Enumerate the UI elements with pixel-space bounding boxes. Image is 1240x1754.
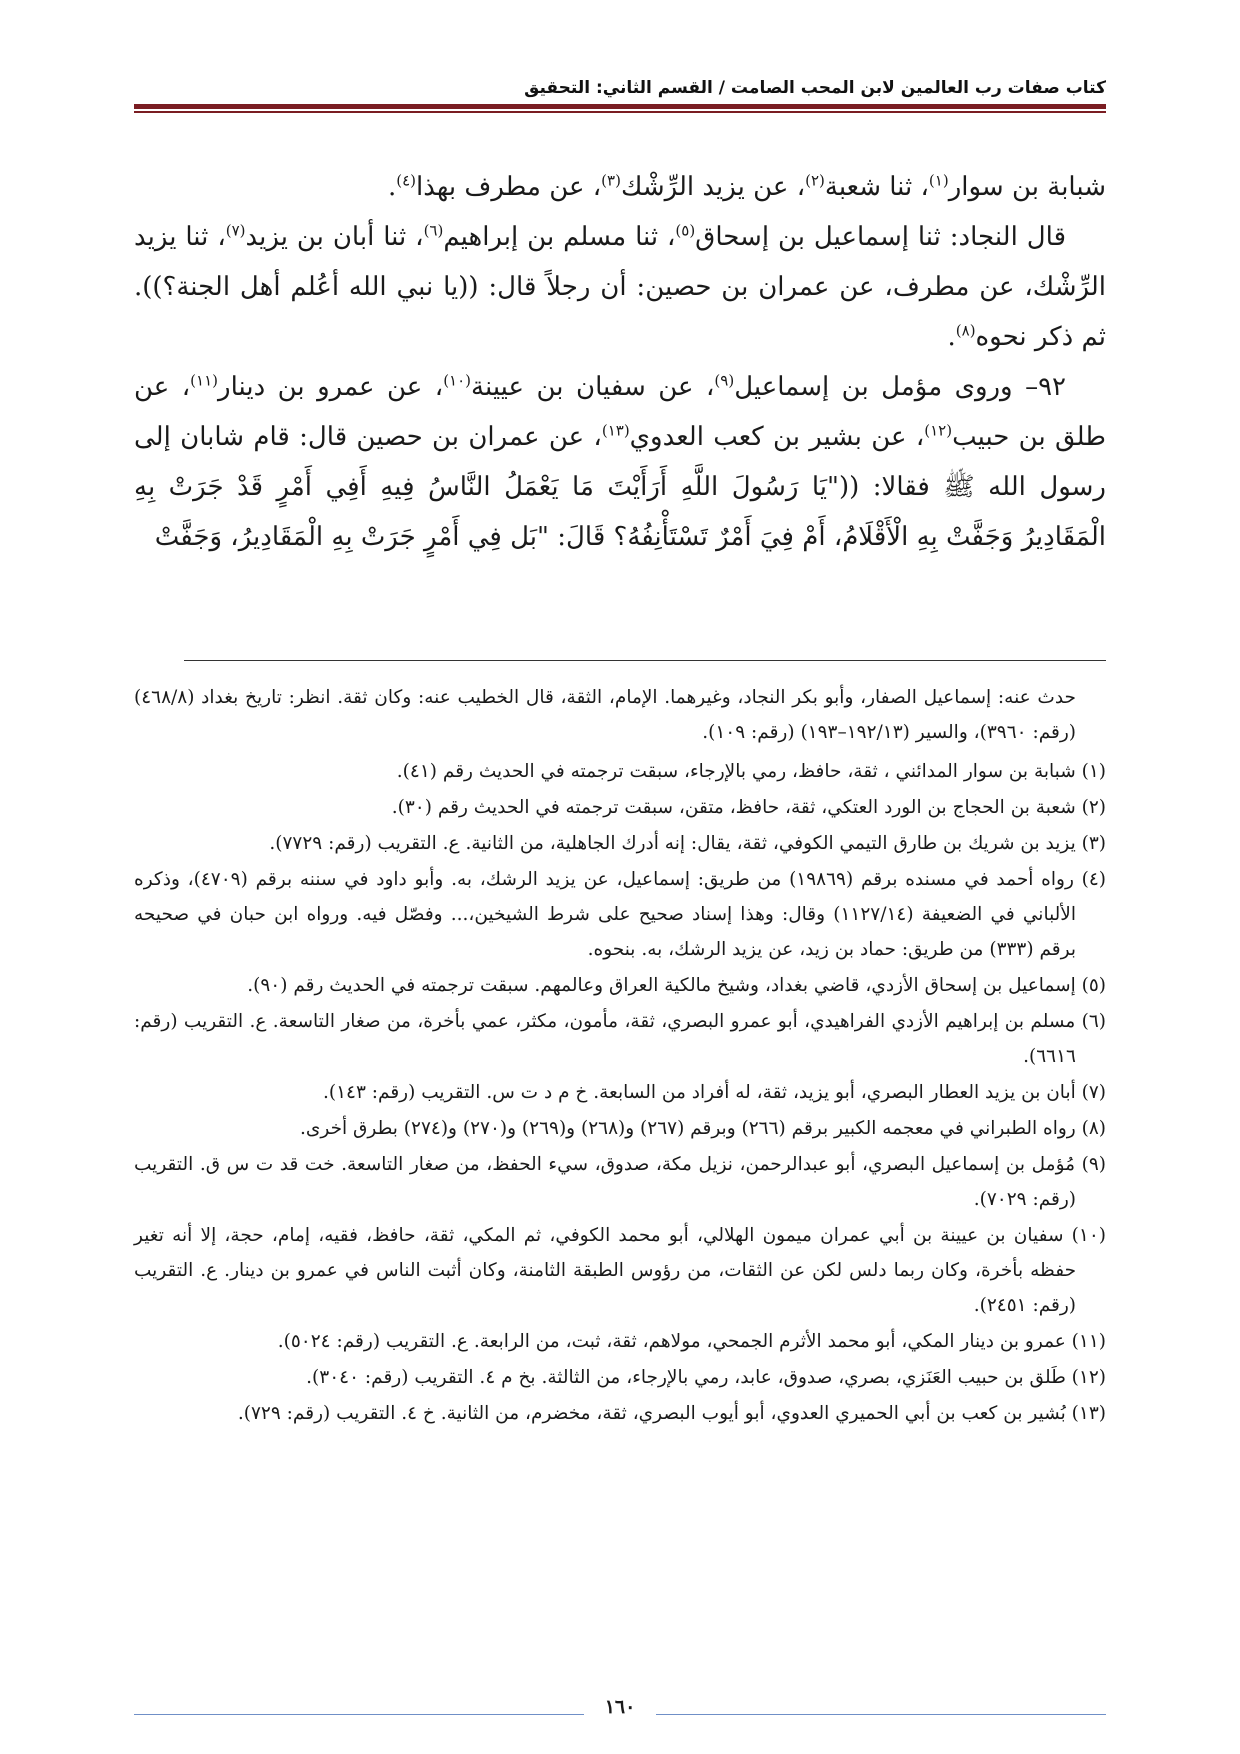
- footnote-ref-2[interactable]: (٢): [805, 171, 825, 190]
- footnote-7: (٧) أبان بن يزيد العطار البصري، أبو يزيد، ثقة، له أفراد من السابعة. خ م د ت س. التقريب (رقم: ١٤٣).: [322, 1082, 1106, 1103]
- footer-rule-left: [134, 1714, 584, 1715]
- footnote-5: (٥) إسماعيل بن إسحاق الأزدي، قاضي بغداد، وشيخ مالكية العراق وعالمهم. سبقت ترجمته في الحديث رقم (٩٠).: [247, 975, 1106, 996]
- main-text: [134, 162, 1106, 562]
- footnote-ref-1[interactable]: (١): [928, 171, 949, 190]
- footnote-ref-9[interactable]: (٩): [714, 371, 735, 390]
- running-header-title: كتاب صفات رب العالمين لابن المحب الصامت / القسم الثاني: التحقيق: [524, 78, 1106, 98]
- text-run: .: [387, 172, 397, 202]
- footnote-2: (٢) شعبة بن الحجاج بن الورد العتكي، ثقة، حافظ، متقن، سبقت ترجمته في الحديث رقم (٣٠).: [391, 797, 1106, 818]
- text-run: قال النجاد: ثنا إسماعيل بن إسحاق: [695, 222, 1066, 252]
- text-run: ، عن مطرف بهذا: [416, 172, 602, 202]
- main-paragraph-1: [134, 162, 1106, 212]
- footnote-11: (١١) عمرو بن دينار المكي، أبو محمد الأثرم الجمحي، مولاهم، ثقة، ثبت، من الرابعة. ع. التقريب (رقم: ٥٠٢٤).: [277, 1331, 1106, 1352]
- footnote-4: (٤) رواه أحمد في مسنده برقم (١٩٨٦٩) من طريق: إسماعيل، عن يزيد الرشك، به. وأبو داود في سننه برقم (٤٧٠٩)، وذكره الألباني في الضعيفة (١١٢٧/١٤) وقال: وهذا إسناد صحيح على شرط الشيخين،... وفصّل فيه. ورواه ابن حبان في صحيحه برقم (٣٣٣) من طريق: حماد بن زيد، عن يزيد الرشك، به. بنحوه.: [134, 869, 1107, 960]
- footnote-8: (٨) رواه الطبراني في معجمه الكبير برقم (٢٦٦) وبرقم (٢٦٧) و(٢٦٨) و(٢٦٩) و(٢٧٠) و(٢٧٤) بطرق أخرى.: [300, 1118, 1106, 1139]
- text-run: ، عن يزيد الرِّشْك: [620, 172, 806, 202]
- footnote-ref-3[interactable]: (٣): [601, 171, 621, 190]
- text-run: ، عن سفيان بن عيينة: [471, 372, 715, 402]
- text-run: ، عن بشير بن كعب العدوي: [629, 422, 925, 452]
- footnote-3: (٣) يزيد بن شريك بن طارق التيمي الكوفي، ثقة، يقال: إنه أدرك الجاهلية، من الثانية. ع. التقريب (رقم: ٧٧٢٩).: [269, 833, 1106, 854]
- header-rule-thick: [134, 104, 1106, 109]
- text-run: .: [947, 322, 956, 352]
- footnote-continuation: حدث عنه: إسماعيل الصفار، وأبو بكر النجاد، وغيرهما. الإمام، الثقة، قال الخطيب عنه: وكان ثقة. انظر: تاريخ بغداد (٤٦٨/٨) (رقم: ٣٩٦٠)، والسير (١٩٢/١٣–١٩٣) (رقم: ١٠٩).: [134, 687, 1076, 743]
- text-run: ، عن عمرو بن دينار: [218, 372, 444, 402]
- footnote-ref-10[interactable]: (١٠): [443, 371, 472, 390]
- footnotes: [134, 680, 1106, 1432]
- main-paragraph-92: [134, 362, 1106, 562]
- footnote-13: (١٣) بُشير بن كعب بن أبي الحميري العدوي، أبو أيوب البصري، ثقة، مخضرم، من الثانية. خ ٤. التقريب (رقم: ٧٢٩).: [237, 1403, 1106, 1424]
- footnote-ref-6[interactable]: (٦): [423, 221, 444, 240]
- text-run: ، ثنا مسلم بن إبراهيم: [443, 222, 676, 252]
- header-rule-thin: [134, 111, 1106, 113]
- text-run: ، ثنا أبان بن يزيد: [245, 222, 424, 252]
- footnote-separator: [184, 660, 1106, 661]
- footer-rule-right: [656, 1714, 1106, 1715]
- text-run: ٩٢– وروى مؤمل بن إسماعيل: [734, 372, 1067, 402]
- text-run: ، ثنا يزيد الرِّشْك، عن مطرف، عن عمران بن حصين: أن رجلاً قال: ((يا نبي الله أعُلم أهل الجنة؟)). ثم ذكر نحوه: [134, 222, 1106, 352]
- footnote-ref-4[interactable]: (٤): [396, 171, 417, 190]
- footnote-ref-7[interactable]: (٧): [225, 221, 246, 240]
- footnote-1: (١) شبابة بن سوار المدائني ، ثقة، حافظ، رمي بالإرجاء، سبقت ترجمته في الحديث رقم (٤١).: [396, 761, 1106, 782]
- footnote-6: (٦) مسلم بن إبراهيم الأزدي الفراهيدي، أبو عمرو البصري، ثقة، مأمون، مكثر، عمي بأخرة، من صغار التاسعة. ع. التقريب (رقم: ٦٦١٦).: [134, 1011, 1106, 1067]
- footnote-10: (١٠) سفيان بن عيينة بن أبي عمران ميمون الهلالي، أبو محمد الكوفي، ثم المكي، ثقة، حافظ، فقيه، إمام، حجة، إلا أنه تغير حفظه بأخرة، وكان ربما دلس لكن عن الثقات، من رؤوس الطبقة الثامنة، وكان أثبت الناس في عمرو بن دينار. ع. التقريب (رقم: ٢٤٥١).: [134, 1225, 1106, 1316]
- footnote-ref-13[interactable]: (١٣): [601, 421, 630, 440]
- footnote-9: (٩) مُؤمل بن إسماعيل البصري، أبو عبدالرحمن، نزيل مكة، صدوق، سيء الحفظ، من صغار التاسعة. خت قد ت س ق. التقريب (رقم: ٧٠٢٩).: [134, 1154, 1106, 1210]
- text-run: ، عن عمران بن حصين قال: قام شابان إلى رسول الله ﷺ فقالا: (("يَا رَسُولَ اللَّهِ أَرَأَيْتَ مَا يَعْمَلُ النَّاسُ فِيهِ أَفِي أَمْرٍ قَدْ جَرَتْ بِهِ الْمَقَادِيرُ وَجَفَّتْ بِهِ الْأَقْلَامُ، أَمْ فِيَ أَمْرٌ تَسْتَأْنِفُهُ؟ قَالَ: "بَل فِي أَمْرٍ جَرَتْ بِهِ الْمَقَادِيرُ، وَجَفَّتْ: [134, 422, 1106, 552]
- footnote-ref-12[interactable]: (١٢): [924, 421, 953, 440]
- text-run: ، ثنا شعبة: [824, 172, 929, 202]
- text-run: شبابة بن سوار: [948, 172, 1106, 202]
- main-paragraph-2: [134, 212, 1106, 362]
- page-number: ١٦٠: [604, 1696, 636, 1718]
- footnote-ref-8[interactable]: (٨): [955, 321, 976, 340]
- footnote-12: (١٢) طَلق بن حبيب العَنَزي، بصري، صدوق، عابد، رمي بالإرجاء، من الثالثة. بخ م ٤. التقريب (رقم: ٣٠٤٠).: [306, 1367, 1106, 1388]
- footnote-ref-5[interactable]: (٥): [675, 221, 696, 240]
- footnote-ref-11[interactable]: (١١): [190, 371, 219, 390]
- text-run: ، عن طلق بن حبيب: [134, 372, 1106, 452]
